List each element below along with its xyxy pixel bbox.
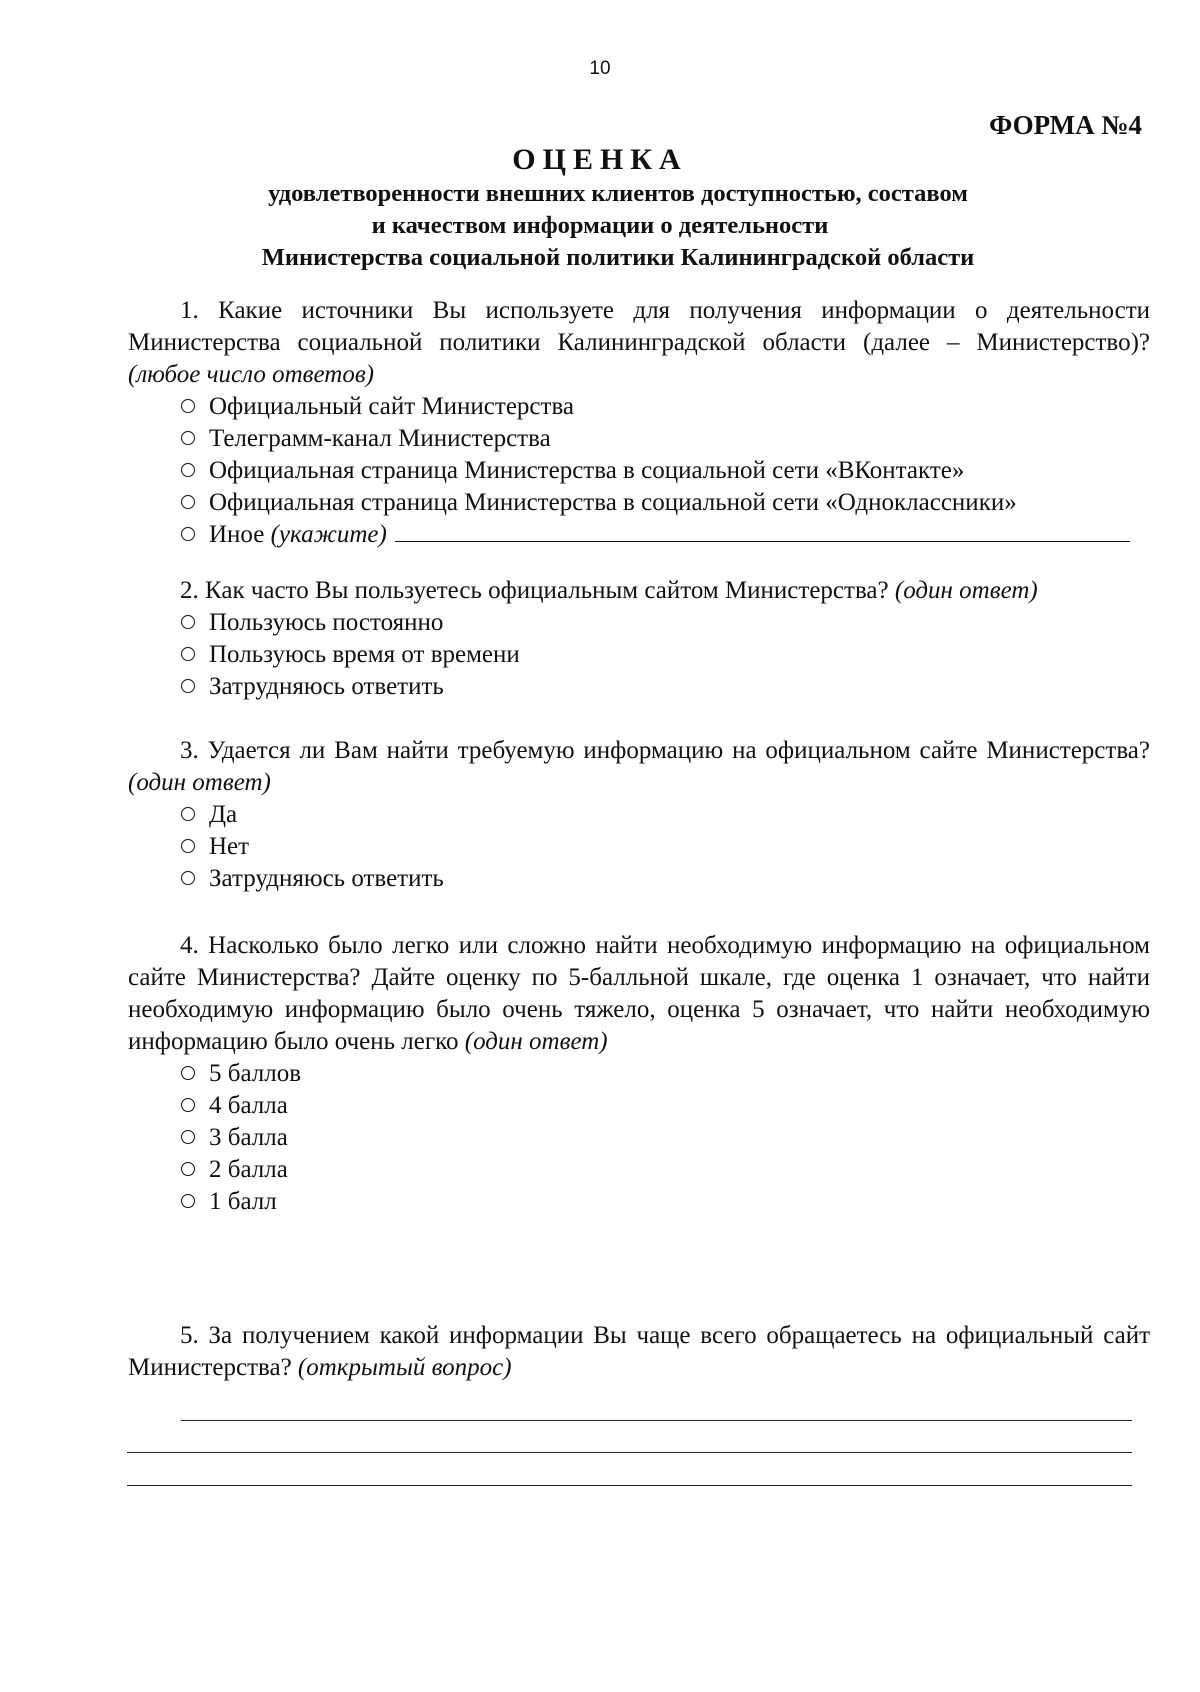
option-label: Иное [209,521,265,548]
radio-circle-icon[interactable] [181,1066,195,1080]
question-2-hint: (один ответ) [894,577,1038,604]
option[interactable] [128,1058,1150,1090]
question-2-options [128,607,1150,703]
question-1-text: 1. Какие источники Вы используете для получения информации о деятельности Министерства социальной политики Калининградской области (далее – Министерство)? [128,297,1150,356]
subtitle-line-3: Министерства социальной политики Калининградской области [261,244,975,271]
question-2 [128,575,1150,703]
question-5-hint: (открытый вопрос) [297,1354,512,1381]
question-3-text: 3. Удается ли Вам найти требуемую информацию на официальном сайте Министерства? [180,737,1150,764]
option[interactable] [128,799,1150,831]
other-answer-field[interactable] [395,519,1130,542]
option[interactable] [128,391,1150,423]
option[interactable] [128,671,1150,703]
radio-circle-icon[interactable] [181,1194,195,1208]
option-label: 4 балла [209,1092,288,1119]
subtitle-line-1: удовлетворенности внешних клиентов доступностью, составом [268,180,968,207]
option-label: 5 баллов [209,1060,302,1087]
radio-circle-icon[interactable] [181,1130,195,1144]
radio-circle-icon[interactable] [181,615,195,629]
option[interactable] [128,607,1150,639]
question-5 [128,1320,1150,1384]
option-label: 2 балла [209,1156,288,1183]
radio-circle-icon[interactable] [181,679,195,693]
option[interactable] [128,423,1150,455]
option[interactable] [128,639,1150,671]
option-other[interactable] [128,519,1150,551]
option-label: 1 балл [209,1188,277,1215]
option-hint: (укажите) [270,521,387,548]
option-label: 3 балла [209,1124,288,1151]
option[interactable] [128,863,1150,895]
option-label: Официальная страница Министерства в социальной сети «ВКонтакте» [209,457,965,484]
radio-circle-icon[interactable] [181,527,195,541]
option[interactable] [128,1122,1150,1154]
subtitle-line-2: и качеством информации о деятельности [371,212,829,239]
page-number: 10 [589,58,611,79]
question-4-text: 4. Насколько было легко или сложно найти необходимую информацию на официальном сайте Министерства? Дайте оценку по 5-балльной шкале, где оценка 1 означает, что найти необходимую информацию было очень тяжело, оценка 5 означает, что найти необходимую информацию было очень легко [128,932,1150,1055]
option-label: Затрудняюсь ответить [209,865,444,892]
question-3-hint: (один ответ) [128,769,271,796]
option-label: Официальная страница Министерства в социальной сети «Одноклассники» [209,489,1017,516]
option-label: Телеграмм-канал Министерства [209,425,551,452]
option[interactable] [128,455,1150,487]
question-2-text: 2. Как часто Вы пользуетесь официальным сайтом Министерства? [180,577,889,604]
option[interactable] [128,1090,1150,1122]
radio-circle-icon[interactable] [181,399,195,413]
radio-circle-icon[interactable] [181,431,195,445]
option-label: Нет [209,833,250,860]
question-4-options [128,1058,1150,1218]
page-title: ОЦЕНКА [512,143,688,176]
question-1-options [128,391,1150,551]
question-4 [128,930,1150,1218]
answer-line[interactable] [127,1452,1132,1453]
radio-circle-icon[interactable] [181,495,195,509]
question-3-options [128,799,1150,895]
option-label: Пользуюсь постоянно [209,609,444,636]
radio-circle-icon[interactable] [181,871,195,885]
question-4-hint: (один ответ) [464,1028,608,1055]
radio-circle-icon[interactable] [181,463,195,477]
question-3 [128,735,1150,895]
answer-line[interactable] [181,1420,1132,1421]
option-label: Пользуюсь время от времени [209,641,520,668]
option-label: Официальный сайт Министерства [209,393,575,420]
option[interactable] [128,487,1150,519]
answer-line[interactable] [127,1485,1132,1486]
radio-circle-icon[interactable] [181,1098,195,1112]
form-number: ФОРМА №4 [989,110,1142,140]
option[interactable] [128,1186,1150,1218]
option[interactable] [128,1154,1150,1186]
option-label: Да [209,801,238,828]
radio-circle-icon[interactable] [181,647,195,661]
option[interactable] [128,831,1150,863]
radio-circle-icon[interactable] [181,839,195,853]
radio-circle-icon[interactable] [181,807,195,821]
radio-circle-icon[interactable] [181,1162,195,1176]
question-1 [128,295,1150,551]
question-5-text: 5. За получением какой информации Вы чаще всего обращаетесь на официальный сайт Министерства? [128,1322,1150,1381]
option-label: Затрудняюсь ответить [209,673,444,700]
question-1-hint: (любое число ответов) [128,361,374,388]
